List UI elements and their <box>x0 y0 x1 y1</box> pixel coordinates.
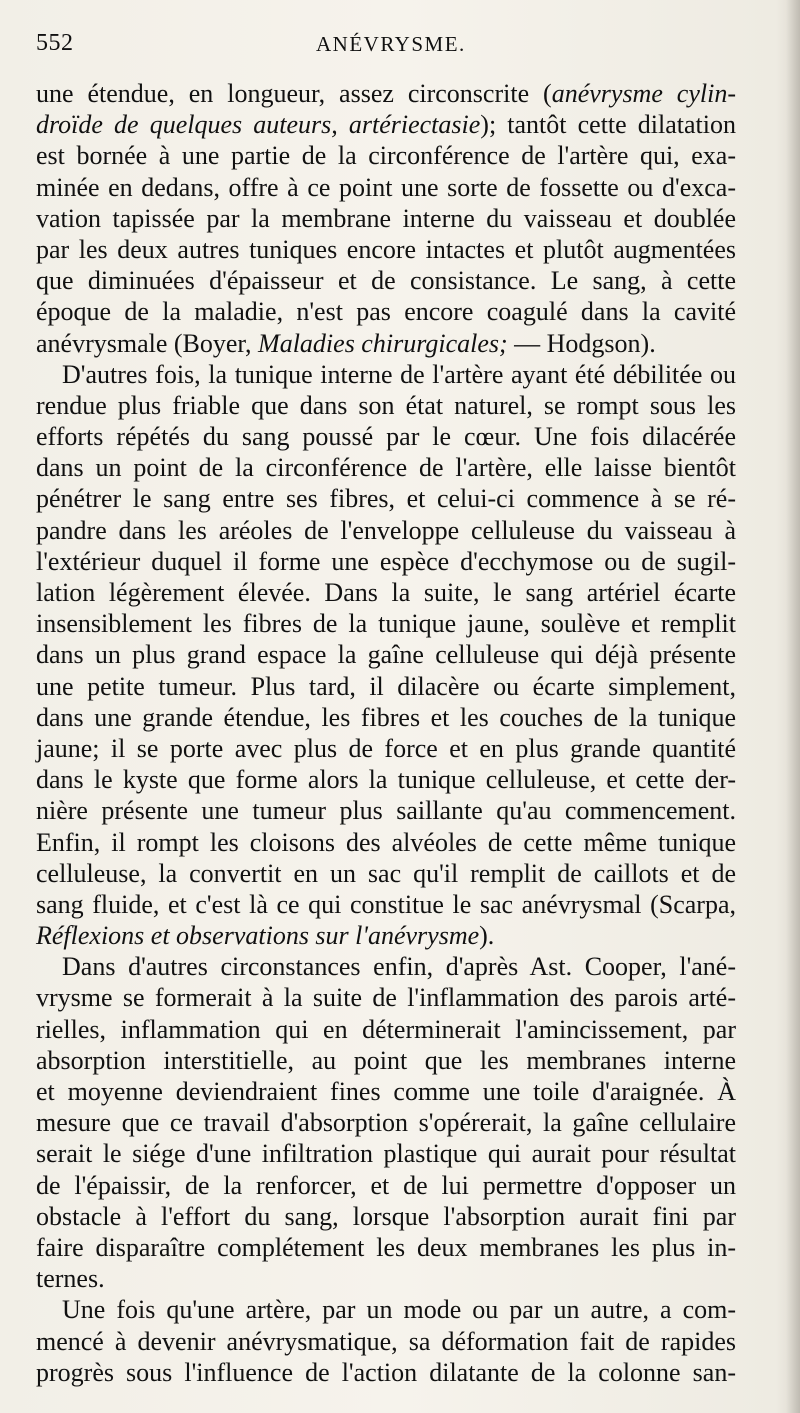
text-line <box>36 1045 736 1076</box>
running-head: ANÉVRYSME. <box>316 32 466 56</box>
text-line <box>36 390 736 421</box>
text-segment: sang fluide, et c'est là ce qui constitue le sac anévrysmal (Scarpa, <box>36 889 736 919</box>
italic-text: anévrysme cylin- <box>551 79 736 108</box>
text-line <box>36 1326 736 1357</box>
text-segment: Dans d'autres circonstances enfin, d'après Ast. Cooper, l'ané- <box>62 952 736 982</box>
text-segment: jaune; il se porte avec plus de force et en plus grande quantité <box>36 733 736 763</box>
text-segment: vrysme se formerait à la suite de l'inflammation des parois arté- <box>36 983 736 1013</box>
page-edge-shadow <box>786 0 800 1413</box>
text-line <box>36 671 736 702</box>
text-line <box>36 1107 736 1138</box>
text-line <box>36 608 736 639</box>
text-segment: anévrysmale (Boyer, <box>36 328 259 358</box>
text-line <box>36 265 736 296</box>
text-line <box>36 577 736 608</box>
text-line <box>36 1138 736 1169</box>
text-segment: de l'épaissir, de la renforcer, et de lui permettre d'opposer un <box>36 1170 736 1200</box>
text-line <box>36 328 736 359</box>
text-segment: que diminuées d'épaisseur et de consistance. Le sang, à cette <box>36 266 736 296</box>
text-line <box>36 1232 736 1263</box>
text-segment: une petite tumeur. Plus tard, il dilacère ou écarte simplement, <box>36 671 736 701</box>
text-segment: par les deux autres tuniques encore intactes et plutôt augmentées <box>36 234 736 264</box>
text-segment: dans un point de la circonférence de l'artère, elle laisse bientôt <box>36 453 736 483</box>
text-line <box>36 546 736 577</box>
text-line <box>36 234 736 265</box>
text-segment: minée en dedans, offre à ce point une sorte de fossette ou d'exca- <box>36 172 736 202</box>
text-line <box>36 1294 736 1325</box>
text-segment: nière présente une tumeur plus saillante qu'au commencement. <box>36 796 736 826</box>
text-line <box>36 483 736 514</box>
text-segment: rendue plus friable que dans son état naturel, se rompt sous les <box>36 390 736 420</box>
text-segment: efforts répétés du sang poussé par le cœur. Une fois dilacérée <box>36 422 736 452</box>
text-segment: pénétrer le sang entre ses fibres, et celui-ci commence à se ré- <box>36 484 736 514</box>
text-segment: — Hodgson). <box>507 328 656 358</box>
text-segment: mesure que ce travail d'absorption s'opérerait, la gaîne cellulaire <box>36 1108 736 1138</box>
text-segment: celluleuse, la convertit en un sac qu'il remplit de caillots et de <box>36 858 736 888</box>
text-line <box>36 920 736 951</box>
page-number: 552 <box>36 30 74 56</box>
text-line <box>36 858 736 889</box>
text-segment: ). <box>479 921 495 951</box>
text-segment: ); tantôt cette dilatation <box>480 110 737 140</box>
text-line <box>36 1170 736 1201</box>
text-segment: mencé à devenir anévrysmatique, sa déformation fait de rapides <box>36 1326 736 1356</box>
text-line <box>36 1263 736 1294</box>
text-segment: rielles, inflammation qui en déterminerait l'amincissement, par <box>36 1014 736 1044</box>
text-line <box>36 733 736 764</box>
text-segment: obstacle à l'effort du sang, lorsque l'absorption aurait fini par <box>36 1201 736 1231</box>
text-segment: vation tapissée par la membrane interne du vaisseau et doublée <box>36 203 736 233</box>
text-line <box>36 515 736 546</box>
text-segment: Une fois qu'une artère, par un mode ou par un autre, a com- <box>62 1295 736 1325</box>
text-line <box>36 1357 736 1388</box>
italic-text: Maladies chirurgicales; <box>258 328 508 358</box>
text-segment: dans le kyste que forme alors la tunique celluleuse, et cette der- <box>36 765 736 795</box>
text-segment: pandre dans les aréoles de l'enveloppe celluleuse du vaisseau à <box>36 515 736 545</box>
italic-text: Réflexions et observations sur l'anévrysme <box>36 921 480 951</box>
text-segment: est bornée à une partie de la circonférence de l'artère qui, exa- <box>36 141 736 171</box>
text-line <box>36 1076 736 1107</box>
text-line <box>36 764 736 795</box>
text-line <box>36 140 736 171</box>
body-text <box>36 78 736 1388</box>
text-line <box>36 1014 736 1045</box>
text-line <box>36 827 736 858</box>
text-segment: une étendue, en longueur, assez circonscrite ( <box>36 79 552 108</box>
text-segment: époque de la maladie, n'est pas encore coagulé dans la cavité <box>36 297 736 327</box>
text-segment: progrès sous l'influence de l'action dilatante de la colonne san- <box>36 1357 736 1387</box>
text-segment: ternes. <box>36 1264 105 1294</box>
text-line <box>36 702 736 733</box>
text-line <box>36 795 736 826</box>
text-segment: dans un plus grand espace la gaîne celluleuse qui déjà présente <box>36 640 736 670</box>
text-line <box>36 172 736 203</box>
italic-text: droïde de quelques auteurs, artériectasie <box>36 110 481 140</box>
page-header <box>36 30 736 62</box>
text-line <box>36 296 736 327</box>
text-line <box>36 109 736 140</box>
text-line <box>36 78 736 109</box>
text-line <box>36 951 736 982</box>
text-segment: l'extérieur duquel il forme une espèce d'ecchymose ou de sugil- <box>36 546 736 576</box>
text-segment: Enfin, il rompt les cloisons des alvéoles de cette même tunique <box>36 827 736 857</box>
text-line <box>36 639 736 670</box>
text-segment: faire disparaître complétement les deux membranes les plus in- <box>36 1232 736 1262</box>
text-line <box>36 421 736 452</box>
text-line <box>36 1201 736 1232</box>
text-segment: insensiblement les fibres de la tunique jaune, soulève et remplit <box>36 609 736 639</box>
text-segment: et moyenne deviendraient fines comme une toile d'araignée. À <box>36 1077 736 1106</box>
text-segment: serait le siége d'une infiltration plastique qui aurait pour résultat <box>36 1139 736 1169</box>
text-line <box>36 982 736 1013</box>
text-line <box>36 889 736 920</box>
text-segment: lation légèrement élevée. Dans la suite, le sang artériel écarte <box>36 578 736 607</box>
text-segment: dans une grande étendue, les fibres et les couches de la tunique <box>36 702 736 732</box>
text-line <box>36 359 736 390</box>
text-line <box>36 203 736 234</box>
text-segment: D'autres fois, la tunique interne de l'artère ayant été débilitée ou <box>62 359 736 389</box>
text-segment: absorption interstitielle, au point que les membranes interne <box>36 1045 736 1075</box>
text-line <box>36 452 736 483</box>
